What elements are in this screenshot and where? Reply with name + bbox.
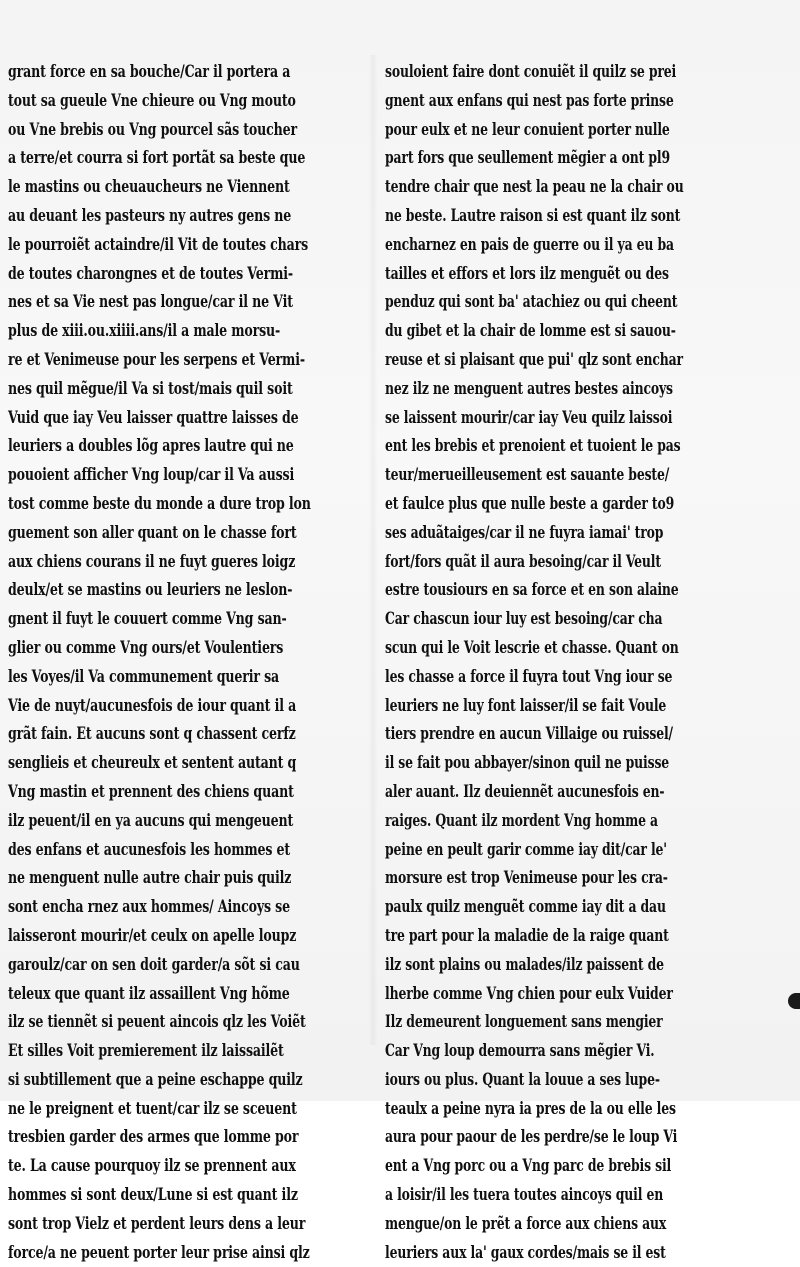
text-line: et faulce plus que nulle beste a garder to9: [385, 493, 675, 514]
text-line: il se fait pou abbayer/sinon quil ne puisse: [385, 753, 670, 774]
text-line: laisseront mourir/et ceulx on apelle loupz: [8, 925, 297, 946]
text-line: ilz se tiennẽt si peuent aincois qlz les Voiẽt: [8, 1012, 306, 1033]
text-line: teaulx a peine nyra ia pres de la ou elle les: [385, 1098, 676, 1119]
text-line: ou Vne brebis ou Vng pourcel sãs toucher: [8, 119, 298, 140]
text-line: tendre chair que nest la peau ne la chair ou: [385, 177, 684, 198]
text-line: leuriers a doubles lõg apres lautre qui ne: [8, 436, 294, 457]
text-line: deulx/et se mastins ou leuriers ne leslon-: [8, 580, 293, 601]
text-line: nez ilz ne menguent autres bestes aincoys: [385, 378, 673, 399]
text-line: gnent aux enfans qui nest pas forte prinse: [385, 90, 674, 111]
text-line: Vuid que iay Veu laisser quattre laisses de: [8, 407, 299, 428]
text-line: Et silles Voit premierement ilz laissailẽt: [8, 1041, 284, 1062]
text-line: si subtillement que a peine eschappe quilz: [8, 1069, 303, 1090]
text-line: peine en peult garir comme iay dit/car le': [385, 839, 667, 860]
text-line: part fors que seullement mẽgier a ont pl9: [385, 148, 670, 169]
text-line: pour eulx et ne leur conuient porter nulle: [385, 119, 670, 140]
text-line: les chasse a force il fuyra tout Vng iour se: [385, 666, 673, 687]
text-line: a loisir/il les tuera toutes aincoys quil en: [385, 1185, 664, 1206]
text-line: reuse et si plaisant que pui' qlz sont enchar: [385, 349, 683, 370]
text-line: ilz sont plains ou malades/ilz paissent de: [385, 954, 664, 975]
text-line: tost comme beste du monde a dure trop lon: [8, 493, 311, 514]
text-line: gnent il fuyt le couuert comme Vng san-: [8, 609, 287, 630]
left-text-column: [8, 58, 353, 1267]
text-line: aux chiens courans il ne fuyt gueres loigz: [8, 551, 296, 572]
text-line: ne beste. Lautre raison si est quant ilz sont: [385, 205, 681, 226]
text-line: iours ou plus. Quant la louue a ses lupe-: [385, 1069, 660, 1090]
text-line: lherbe comme Vng chien pour eulx Vuider: [385, 983, 673, 1004]
text-line: garoulz/car on sen doit garder/a sõt si cau: [8, 954, 300, 975]
text-line: de toutes charongnes et de toutes Vermi-: [8, 263, 293, 284]
text-line: encharnez en pais de guerre ou il ya eu ba: [385, 234, 674, 255]
text-line: plus de xiii.ou.xiiii.ans/il a male morsu-: [8, 321, 281, 342]
text-line: a terre/et courra si fort portãt sa beste que: [8, 148, 306, 169]
text-line: raiges. Quant ilz mordent Vng homme a: [385, 810, 658, 831]
text-line: tiers prendre en aucun Villaige ou ruissel/: [385, 724, 673, 745]
text-line: Vng mastin et prennent des chiens quant: [8, 781, 294, 802]
text-line: hommes si sont deux/Lune si est quant ilz: [8, 1185, 298, 1206]
text-line: au deuant les pasteurs ny autres gens ne: [8, 205, 292, 226]
text-line: senglieis et cheureulx et sentent autant q: [8, 753, 297, 774]
text-line: penduz qui sont ba' atachiez ou qui cheent: [385, 292, 678, 313]
text-line: ne menguent nulle autre chair puis quilz: [8, 868, 292, 889]
text-line: sont encha rnez aux hommes/ Aincoys se: [8, 897, 290, 918]
text-line: ne le preignent et tuent/car ilz se sceuent: [8, 1098, 297, 1119]
text-line: paulx quilz menguẽt comme iay dit a dau: [385, 897, 666, 918]
text-line: guement son aller quant on le chasse fort: [8, 522, 297, 543]
text-line: fort/fors quãt il aura besoing/car il Veult: [385, 551, 661, 572]
text-line: tresbien garder des armes que lomme por: [8, 1127, 299, 1148]
text-line: sont trop Vielz et perdent leurs dens a leur: [8, 1213, 306, 1234]
text-line: aler auant. Ilz deuiennẽt aucunesfois en-: [385, 781, 665, 802]
text-line: ses aduãtaiges/car il ne fuyra iamai' trop: [385, 522, 664, 543]
text-line: glier ou comme Vng ours/et Voulentiers: [8, 637, 284, 658]
text-line: mengue/on le prẽt a force aux chiens aux: [385, 1213, 667, 1234]
text-line: du gibet et la chair de lomme est si sauou-: [385, 321, 676, 342]
text-line: estre tousiours en sa force et en son alaine: [385, 580, 679, 601]
column-gutter: [368, 55, 378, 1045]
text-line: grãt fain. Et aucuns sont q chassent cerfz: [8, 724, 296, 745]
text-line: teur/merueilleusement est sauante beste/: [385, 465, 670, 486]
text-line: ent les brebis et prenoient et tuoient le pas: [385, 436, 681, 457]
text-line: les Voyes/il Va communement querir sa: [8, 666, 280, 687]
text-line: grant force en sa bouche/Car il portera a: [8, 62, 291, 82]
text-line: force/a ne peuent porter leur prise ainsi qlz: [8, 1242, 310, 1263]
text-line: souloient faire dont conuiẽt il quilz se prei: [385, 62, 677, 82]
text-line: scun qui le Voit lescrie et chasse. Quant on: [385, 637, 679, 658]
text-line: Ilz demeurent longuement sans mengier: [385, 1012, 663, 1033]
text-line: ent a Vng porc ou a Vng parc de brebis sil: [385, 1156, 672, 1177]
text-line: pouoient afficher Vng loup/car il Va aussi: [8, 465, 295, 486]
text-line: morsure est trop Venimeuse pour les cra-: [385, 868, 668, 889]
text-line: se laissent mourir/car iay Veu quilz laissoi: [385, 407, 673, 428]
text-line: leuriers aux la' gaux cordes/mais se il est: [385, 1242, 666, 1263]
text-line: te. La cause pourquoy ilz se prennent aux: [8, 1156, 296, 1177]
text-line: nes quil mẽgue/il Va si tost/mais quil soit: [8, 378, 293, 399]
text-line: aura pour paour de les perdre/se le loup Vi: [385, 1127, 678, 1148]
text-line: leuriers ne luy font laisser/il se fait Voule: [385, 695, 667, 716]
text-line: tre part pour la maladie de la raige quant: [385, 925, 669, 946]
text-line: Car chascun iour luy est besoing/car cha: [385, 609, 663, 630]
text-line: Car Vng loup demourra sans mẽgier Vi.: [385, 1041, 655, 1062]
right-text-column: [385, 58, 735, 1267]
text-line: tailles et effors et lors ilz menguẽt ou des: [385, 263, 669, 284]
text-line: le pourroiẽt actaindre/il Vit de toutes chars: [8, 234, 309, 255]
text-line: des enfans et aucunesfois les hommes et: [8, 839, 291, 860]
text-line: re et Venimeuse pour les serpens et Vermi-: [8, 349, 305, 370]
text-line: le mastins ou cheuaucheurs ne Viennent: [8, 177, 290, 198]
text-line: nes et sa Vie nest pas longue/car il ne Vit: [8, 292, 293, 313]
text-line: tout sa gueule Vne chieure ou Vng mouto: [8, 90, 296, 111]
page-edge-mark: [788, 993, 800, 1009]
text-line: teleux que quant ilz assaillent Vng hõme: [8, 983, 290, 1004]
text-line: Vie de nuyt/aucunesfois de iour quant il a: [8, 695, 297, 716]
text-line: ilz peuent/il en ya aucuns qui mengeuent: [8, 810, 294, 831]
